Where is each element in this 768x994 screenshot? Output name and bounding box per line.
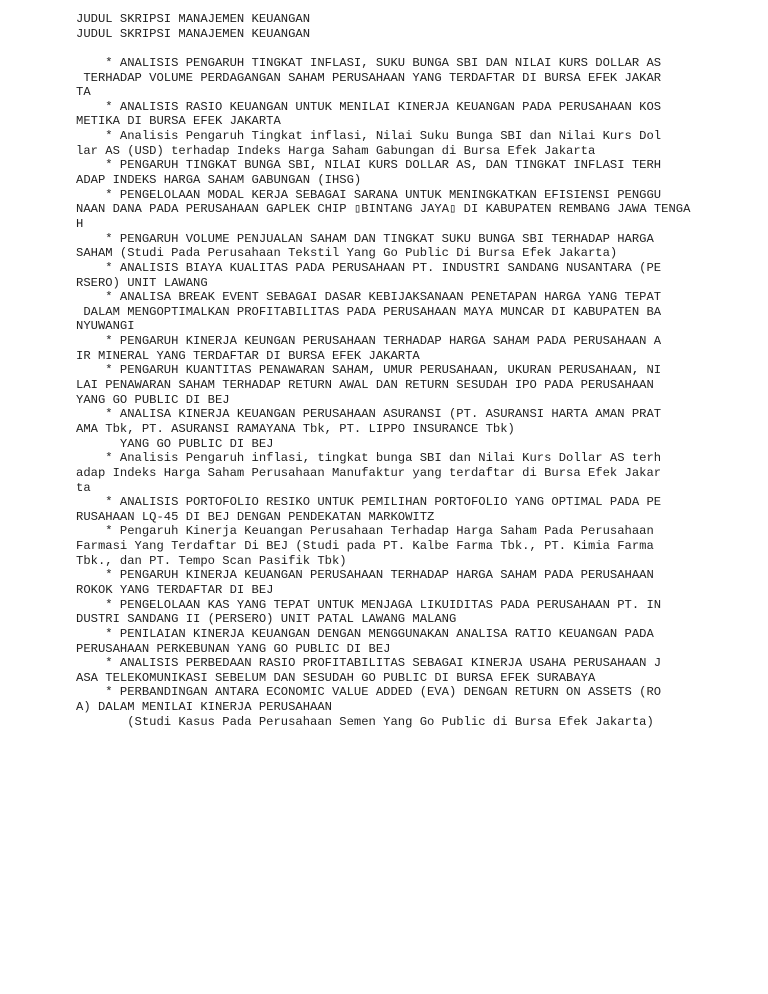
text-line: TERHADAP VOLUME PERDAGANGAN SAHAM PERUSAHAAN YANG TERDAFTAR DI BURSA EFEK JAKAR [76,70,662,85]
text-line: RSERO) UNIT LAWANG [76,275,208,290]
text-line: lar AS (USD) terhadap Indeks Harga Saham Gabungan di Bursa Efek Jakarta [76,143,596,158]
text-line: DALAM MENGOPTIMALKAN PROFITABILITAS PADA PERUSAHAAN MAYA MUNCAR DI KABUPATEN BA [76,304,662,319]
text-line: * Analisis Pengaruh inflasi, tingkat bunga SBI dan Nilai Kurs Dollar AS terh [76,451,662,466]
text-line: PERUSAHAAN PERKEBUNAN YANG GO PUBLIC DI BEJ [76,641,391,656]
text-line: Tbk., dan PT. Tempo Scan Pasifik Tbk) [76,553,347,568]
text-line [76,41,690,56]
text-line: ADAP INDEKS HARGA SAHAM GABUNGAN (IHSG) [76,173,362,188]
text-line: METIKA DI BURSA EFEK JAKARTA [76,114,281,129]
text-line: YANG GO PUBLIC DI BEJ [76,436,274,451]
text-line: NYUWANGI [76,319,135,334]
text-line: TA [76,85,91,100]
text-line: Farmasi Yang Terdaftar Di BEJ (Studi pada PT. Kalbe Farma Tbk., PT. Kimia Farma [76,539,654,554]
text-line: * PENGARUH TINGKAT BUNGA SBI, NILAI KURS DOLLAR AS, DAN TINGKAT INFLASI TERH [76,158,662,173]
text-line: LAI PENAWARAN SAHAM TERHADAP RETURN AWAL DAN RETURN SESUDAH IPO PADA PERUSAHAAN [76,378,654,393]
text-line: * Analisis Pengaruh Tingkat inflasi, Nilai Suku Bunga SBI dan Nilai Kurs Dol [76,129,662,144]
text-line: RUSAHAAN LQ-45 DI BEJ DENGAN PENDEKATAN MARKOWITZ [76,509,435,524]
text-line: H [76,216,84,231]
text-line: * Pengaruh Kinerja Keuangan Perusahaan Terhadap Harga Saham Pada Perusahaan [76,524,654,539]
text-line: (Studi Kasus Pada Perusahaan Semen Yang Go Public di Bursa Efek Jakarta) [76,714,654,729]
text-line: * PENGARUH KINERJA KEUANGAN PERUSAHAAN TERHADAP HARGA SAHAM PADA PERUSAHAAN [76,568,654,583]
text-line: SAHAM (Studi Pada Perusahaan Tekstil Yang Go Public Di Bursa Efek Jakarta) [76,246,618,261]
text-line: IR MINERAL YANG TERDAFTAR DI BURSA EFEK JAKARTA [76,348,420,363]
text-line: * ANALISA BREAK EVENT SEBAGAI DASAR KEBIJAKSANAAN PENETAPAN HARGA YANG TEPAT [76,290,662,305]
text-line: * ANALISIS RASIO KEUANGAN UNTUK MENILAI KINERJA KEUANGAN PADA PERUSAHAAN KOS [76,99,662,114]
text-line: JUDUL SKRIPSI MANAJEMEN KEUANGAN [76,12,311,26]
text-line: JUDUL SKRIPSI MANAJEMEN KEUANGAN [76,26,311,41]
text-line: * ANALISA KINERJA KEUANGAN PERUSAHAAN ASURANSI (PT. ASURANSI HARTA AMAN PRAT [76,407,662,422]
text-line: ASA TELEKOMUNIKASI SEBELUM DAN SESUDAH GO PUBLIC DI BURSA EFEK SURABAYA [76,670,596,685]
text-line: * PENGELOLAAN KAS YANG TEPAT UNTUK MENJAGA LIKUIDITAS PADA PERUSAHAAN PT. IN [76,597,662,612]
text-line: DUSTRI SANDANG II (PERSERO) UNIT PATAL LAWANG MALANG [76,612,457,627]
text-line: * PENGARUH VOLUME PENJUALAN SAHAM DAN TINGKAT SUKU BUNGA SBI TERHADAP HARGA [76,231,654,246]
text-line: * ANALISIS PERBEDAAN RASIO PROFITABILITAS SEBAGAI KINERJA USAHA PERUSAHAAN J [76,656,662,671]
text-line: * PENGELOLAAN MODAL KERJA SEBAGAI SARANA UNTUK MENINGKATKAN EFISIENSI PENGGU [76,187,662,202]
text-line: * ANALISIS PORTOFOLIO RESIKO UNTUK PEMILIHAN PORTOFOLIO YANG OPTIMAL PADA PE [76,495,662,510]
text-line: * ANALISIS PENGARUH TINGKAT INFLASI, SUKU BUNGA SBI DAN NILAI KURS DOLLAR AS [76,55,662,70]
text-line: NAAN DANA PADA PERUSAHAAN GAPLEK CHIP ▯BINTANG JAYA▯ DI KABUPATEN REMBANG JAWA TENGA [76,202,691,217]
text-line: * ANALISIS BIAYA KUALITAS PADA PERUSAHAAN PT. INDUSTRI SANDANG NUSANTARA (PE [76,260,662,275]
text-line: * PENGARUH KINERJA KEUNGAN PERUSAHAAN TERHADAP HARGA SAHAM PADA PERUSAHAAN A [76,334,662,349]
text-line: YANG GO PUBLIC DI BEJ [76,392,230,407]
text-line: * PERBANDINGAN ANTARA ECONOMIC VALUE ADDED (EVA) DENGAN RETURN ON ASSETS (RO [76,685,662,700]
text-line: AMA Tbk, PT. ASURANSI RAMAYANA Tbk, PT. LIPPO INSURANCE Tbk) [76,421,515,436]
text-line: ta [76,480,91,495]
text-line: * PENGARUH KUANTITAS PENAWARAN SAHAM, UMUR PERUSAHAAN, UKURAN PERUSAHAAN, NI [76,363,662,378]
document-text [76,12,690,729]
text-line: adap Indeks Harga Saham Perusahaan Manufaktur yang terdaftar di Bursa Efek Jakar [76,465,662,480]
text-line: A) DALAM MENILAI KINERJA PERUSAHAAN [76,700,332,715]
text-line: * PENILAIAN KINERJA KEUANGAN DENGAN MENGGUNAKAN ANALISA RATIO KEUANGAN PADA [76,626,654,641]
text-line: ROKOK YANG TERDAFTAR DI BEJ [76,582,274,597]
